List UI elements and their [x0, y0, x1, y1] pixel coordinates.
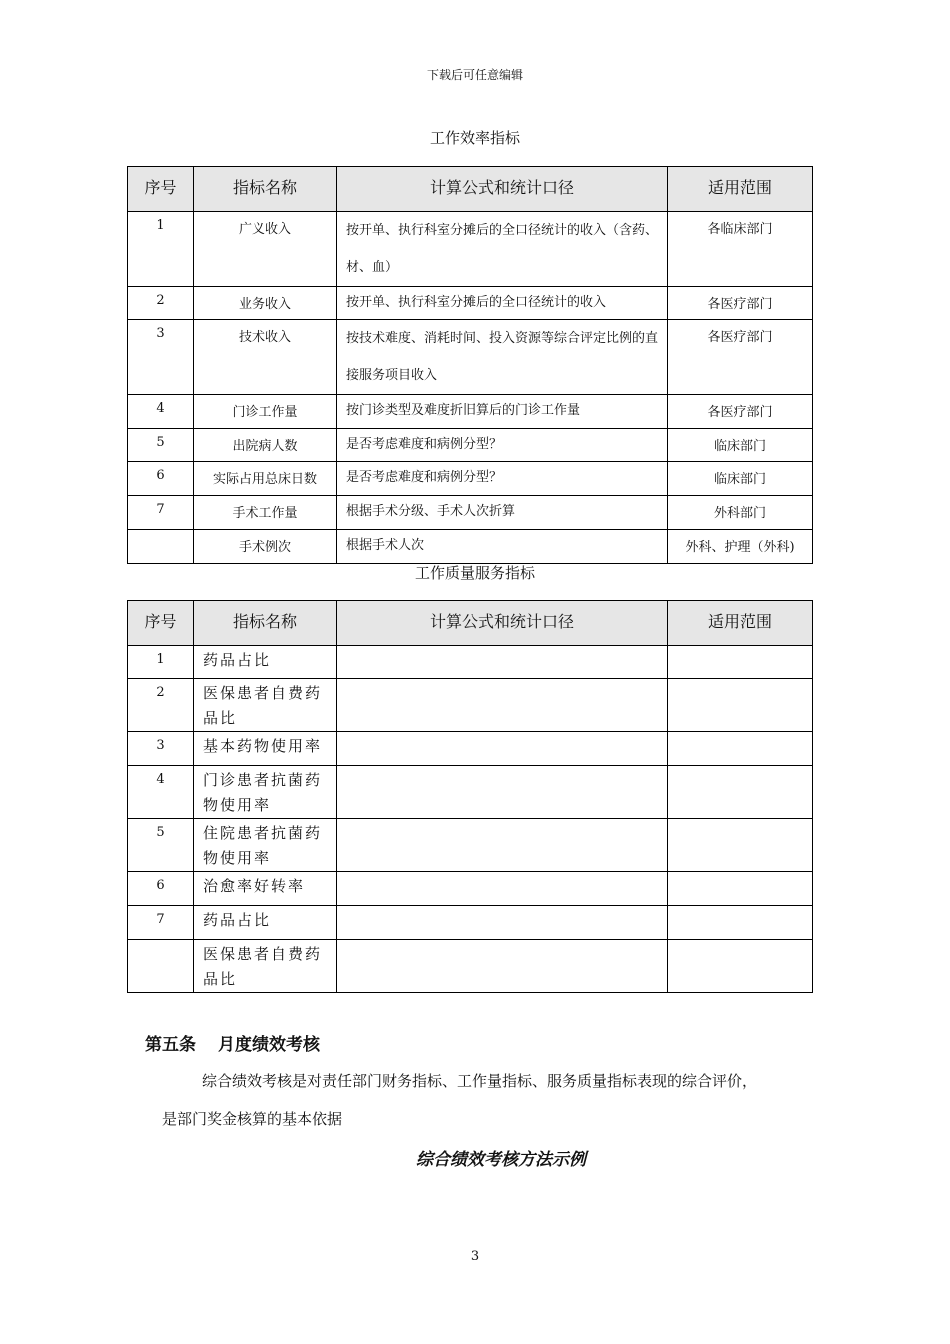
table-row [128, 679, 813, 732]
cell-scope: 临床部门 [668, 462, 813, 496]
cell-scope [668, 646, 813, 679]
cell-name: 基本药物使用率 [194, 732, 337, 766]
table-row [128, 940, 813, 993]
cell-formula: 根据手术分级、手术人次折算 [337, 496, 668, 530]
cell-formula [337, 766, 668, 819]
cell-scope: 各临床部门 [668, 212, 813, 287]
cell-scope [668, 940, 813, 993]
header-no: 序号 [128, 167, 194, 212]
cell-formula [337, 732, 668, 766]
cell-name: 实际占用总床日数 [194, 462, 337, 496]
table-header-row [128, 601, 813, 646]
cell-formula [337, 940, 668, 993]
cell-no: 5 [128, 429, 194, 462]
table-row [128, 766, 813, 819]
cell-formula [337, 646, 668, 679]
cell-formula: 按门诊类型及难度折旧算后的门诊工作量 [337, 395, 668, 429]
cell-no: 1 [128, 646, 194, 679]
cell-no: 4 [128, 395, 194, 429]
cell-scope: 各医疗部门 [668, 320, 813, 395]
cell-no: 3 [128, 732, 194, 766]
table-header-row [128, 167, 813, 212]
cell-name: 业务收入 [194, 287, 337, 320]
cell-scope: 各医疗部门 [668, 395, 813, 429]
cell-name: 医保患者自费药品比 [194, 679, 337, 732]
cell-no: 6 [128, 462, 194, 496]
table1-title: 工作效率指标 [429, 129, 520, 147]
table-row [128, 429, 813, 462]
table-row [128, 646, 813, 679]
table-row [128, 906, 813, 940]
table-row [128, 462, 813, 496]
cell-name: 医保患者自费药品比 [194, 940, 337, 993]
cell-formula [337, 679, 668, 732]
cell-no: 7 [128, 496, 194, 530]
cell-no: 1 [128, 212, 194, 287]
paragraph-line-1 [162, 1063, 832, 1099]
header-note: 下载后可任意编辑 [426, 68, 523, 82]
cell-no: 7 [128, 906, 194, 940]
cell-scope [668, 872, 813, 906]
cell-scope [668, 906, 813, 940]
cell-formula [337, 819, 668, 872]
section-heading [145, 1030, 320, 1055]
cell-no: 2 [128, 679, 194, 732]
table-row [128, 395, 813, 429]
table-row [128, 496, 813, 530]
cell-formula: 按技术难度、消耗时间、投入资源等综合评定比例的直接服务项目收入 [337, 320, 668, 395]
header-name: 指标名称 [194, 601, 337, 646]
work-quality-table [127, 600, 813, 993]
cell-scope: 各医疗部门 [668, 287, 813, 320]
cell-name: 出院病人数 [194, 429, 337, 462]
table-row [128, 872, 813, 906]
page-number: 3 [470, 1249, 480, 1264]
cell-formula: 按开单、执行科室分摊后的全口径统计的收入（含药、材、血） [337, 212, 668, 287]
cell-scope: 外科、护理（外科) [668, 530, 813, 564]
paragraph-text-1: 综合绩效考核是对责任部门财务指标、工作量指标、服务质量指标表现的综合评价， [202, 1072, 758, 1090]
header-name: 指标名称 [194, 167, 337, 212]
table-row [128, 212, 813, 287]
cell-scope [668, 819, 813, 872]
cell-no: 4 [128, 766, 194, 819]
cell-name: 广义收入 [194, 212, 337, 287]
cell-name: 技术收入 [194, 320, 337, 395]
cell-formula: 按开单、执行科室分摊后的全口径统计的收入 [337, 287, 668, 320]
cell-name: 药品占比 [194, 646, 337, 679]
cell-no [128, 530, 194, 564]
section-title: 月度绩效考核 [218, 1035, 320, 1055]
example-title: 综合绩效考核方法示例 [416, 1150, 586, 1170]
cell-formula: 根据手术人次 [337, 530, 668, 564]
header-scope: 适用范围 [668, 167, 813, 212]
table-row [128, 530, 813, 564]
cell-scope [668, 679, 813, 732]
cell-formula: 是否考虑难度和病例分型？ [337, 462, 668, 496]
cell-formula [337, 872, 668, 906]
cell-no: 3 [128, 320, 194, 395]
cell-name: 手术工作量 [194, 496, 337, 530]
header-no: 序号 [128, 601, 194, 646]
cell-no: 2 [128, 287, 194, 320]
cell-no: 6 [128, 872, 194, 906]
paragraph-line-2 [162, 1101, 832, 1137]
cell-scope: 临床部门 [668, 429, 813, 462]
cell-name: 门诊工作量 [194, 395, 337, 429]
work-efficiency-table [127, 166, 813, 564]
header-formula: 计算公式和统计口径 [337, 601, 668, 646]
header-scope: 适用范围 [668, 601, 813, 646]
cell-formula [337, 906, 668, 940]
table-row [128, 320, 813, 395]
section-number: 第五条 [145, 1035, 196, 1055]
cell-formula: 是否考虑难度和病例分型？ [337, 429, 668, 462]
cell-name: 药品占比 [194, 906, 337, 940]
cell-no [128, 940, 194, 993]
cell-scope: 外科部门 [668, 496, 813, 530]
table-row [128, 732, 813, 766]
table-row [128, 287, 813, 320]
cell-name: 手术例次 [194, 530, 337, 564]
cell-no: 5 [128, 819, 194, 872]
cell-scope [668, 732, 813, 766]
cell-name: 门诊患者抗菌药物使用率 [194, 766, 337, 819]
paragraph-text-2: 是部门奖金核算的基本依据 [162, 1110, 343, 1128]
table2-title: 工作质量服务指标 [414, 564, 535, 582]
table-row [128, 819, 813, 872]
cell-scope [668, 766, 813, 819]
cell-name: 住院患者抗菌药物使用率 [194, 819, 337, 872]
cell-name: 治愈率好转率 [194, 872, 337, 906]
header-formula: 计算公式和统计口径 [337, 167, 668, 212]
